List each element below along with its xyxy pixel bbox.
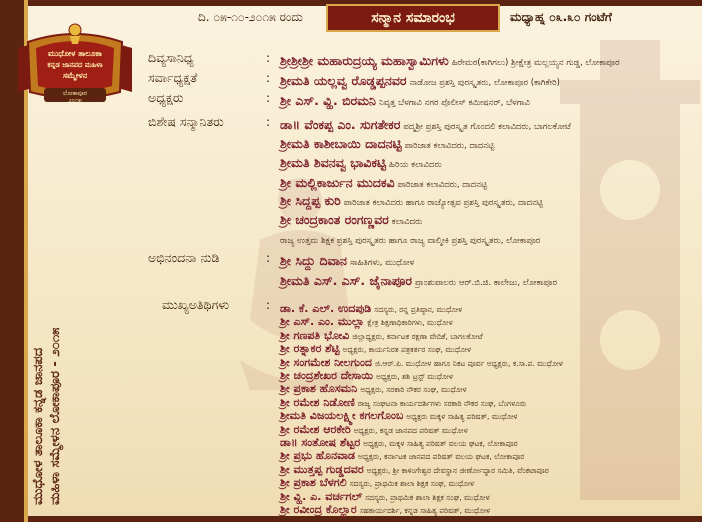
program-row xyxy=(0,485,702,503)
role-colon: : xyxy=(266,297,271,312)
honoree-entry xyxy=(280,209,422,228)
program-row xyxy=(0,70,702,88)
honoree-description: ಅಧ್ಯಕ್ಷರು ಮಕ್ಕಳ ಸಾಹಿತ್ಯ ಪರಿಷತ್, ಮುಧೋಳ xyxy=(406,412,518,422)
page-title-text: ಸನ್ಮಾನ ಸಮಾರಂಭ xyxy=(371,10,455,26)
role-label: ಬಿಶೇಷ ಸನ್ಮಾನಿತರು xyxy=(148,114,224,129)
honoree-name: ಶ್ರೀ ಮುತ್ತಪ್ಪ ಗುಡ್ಡದವರ xyxy=(280,462,364,476)
honoree-description: ಜಿ.ಆರ್.ಪಿ. ಮುಧೋಳ ಹಾಗೂ ನಿಕಟ ಪೂರ್ವ ಅಧ್ಯಕ್ಷರು, ಕ.ಸಾ.ಪ. ಮುಧೋಳ xyxy=(374,358,563,368)
honoree-description: ಸದಸ್ಯರು, ಪ್ರಾಥಮಿಕ ಶಾಲಾ ಶಿಕ್ಷಕ ಸಂಘ, ಮುಧೋಳ xyxy=(365,492,490,502)
program-row xyxy=(0,50,702,68)
program-row xyxy=(0,270,702,288)
role-colon: : xyxy=(266,250,271,265)
honoree-name: ಶ್ರೀ ಸಂಗಮೇಶ ನೀಲಗುಂದ xyxy=(280,355,372,369)
honoree-description: ಅಧ್ಯಕ್ಷರು, ಮಕ್ಕಳ ಸಾಹಿತ್ಯ ಪರಿಷತ್ ವಲಯ ಘಟಕ, ಲೋಕಾಪೂರ xyxy=(363,439,518,448)
honoree-description: ಅಧ್ಯಕ್ಷರು, ಕನ್ನಡ ಜಾನಪದ ಪರಿಷತ್ ಮುಧೋಳ xyxy=(353,425,468,435)
honoree-name: ಶ್ರೀಮತಿ ವಿಜಯಲಕ್ಷ್ಮೀ ಕಗಲಗೊಂಬ xyxy=(280,409,404,423)
logo-line5: ೨೦೧೫ xyxy=(68,97,82,104)
honoree-name: ಶ್ರೀ ಪ್ರಕಾಶ ಬೆಳಗಲಿ xyxy=(280,476,347,490)
honoree-name: ಶ್ರೀಮತಿ ಕಾಶೀಬಾಯಿ ದಾದನಟ್ಟಿ xyxy=(280,136,402,151)
honoree-description: ಅಧ್ಯಕ್ಷರು, ಕರ್ನಾಟಕ ಜಾನಪದ ಪರಿಷತ್ ವಲಯ ಘಟಕ, ಲೋಕಾಪೂರ xyxy=(358,452,525,462)
logo-line3: ಸಮ್ಮೇಳನ xyxy=(62,71,88,80)
role-label: ಸರ್ವಾಧ್ಯಕ್ಷತೆ xyxy=(148,70,198,85)
honoree-entry xyxy=(280,70,560,89)
event-date: ದಿ. ೦೫-೧೦-೨೦೧೫ ರಂದು xyxy=(198,10,303,24)
page-title xyxy=(326,4,500,32)
honoree-name: ಡಾ. ಕೆ. ಎಲ್. ಉದಪುಡಿ xyxy=(280,302,372,315)
honoree-entry xyxy=(280,50,620,69)
program-row xyxy=(0,337,702,356)
honoree-name: ಶ್ರೀಮತಿ ಯಲ್ಲವ್ವ ರೊಡ್ಡಪ್ಪನವರ xyxy=(280,73,407,88)
honoree-description: ಪದ್ಮಶ್ರೀ ಪ್ರಶಸ್ತಿ ಪುರಸ್ಕೃತ ಗೊಂದಲಿ ಕಲಾವಿದರು, ಬಾಗಲಕೋಟೆ xyxy=(403,122,571,132)
program-row xyxy=(0,152,702,170)
honoree-entry xyxy=(280,228,540,247)
honoree-name: ಶ್ರೀ ಗಣಪತಿ ಭೋವಿ xyxy=(280,328,350,342)
honoree-description: ನಿವೃತ್ತ ಬೆಳಗಾವಿ ನಗರ ಪೊಲೀಸ್ ಕಮೀಷನರ್, ಬೆಳಗಾವಿ xyxy=(378,98,530,108)
honoree-description: ಪಾರಿಜಾತ ಕಲಾವಿದರು, ದಾದನಟ್ಟಿ xyxy=(404,141,495,151)
program-row xyxy=(0,228,702,246)
role-colon: : xyxy=(266,114,271,129)
program-row xyxy=(0,310,702,329)
honoree-description: ನಾಡೋಜ ಪ್ರಶಸ್ತಿ ಪುರಸ್ಕೃತರು, ಲೋಕಾಪೂರ (ಕಾಗಿಕೇರಿ) xyxy=(409,78,560,88)
program-row xyxy=(0,391,702,409)
event-time: ಮಧ್ಯಾಹ್ನ ೦೩.೩೦ ಗಂಟೆಗೆ xyxy=(510,10,612,24)
honoree-name: ಶ್ರೀಶ್ರೀಶ್ರೀ ಮಹಾರುದ್ರಯ್ಯ ಮಹಾಸ್ವಾಮಿಗಳು xyxy=(280,53,449,68)
program-row xyxy=(0,471,702,490)
sidebar-line2: ಮಹಿಳಾ ಸಮ್ಮೇಳನ ಲೋಕಾಪೂರ - ೨೦೧೫ xyxy=(48,327,63,505)
program-row xyxy=(0,351,702,369)
program-row xyxy=(0,418,702,436)
honoree-name: ಶ್ರೀ ಎಸ್. ಎಂ. ಮುಲ್ಲಾ xyxy=(280,315,365,329)
honoree-entry xyxy=(280,250,414,269)
honoree-description: ಸದಸ್ಯರು, ರನ್ನ ಪ್ರತಿಷ್ಠಾನ, ಮುಧೋಳ xyxy=(374,305,463,314)
program-row xyxy=(0,209,702,227)
honoree-name: ಡಾ॥ ವೆಂಕಪ್ಪ ಎಂ. ಸುಗತೇಕರ xyxy=(280,117,401,132)
honoree-name: ಶ್ರೀ ಮಲ್ಲಿಕಾರ್ಜುನ ಮುದಕವಿ xyxy=(280,175,395,190)
program-row xyxy=(0,297,702,315)
sidebar-line1: ಮುಧೋಳ ತಾಲೂಕಾ ಕನ್ನಡ ಜಾನಪದ xyxy=(31,347,46,505)
honoree-description: ಅಧ್ಯಕ್ಷರು, ಶ್ರೀ ಕಾಳಿಂಗೇಶ್ವರ ದೇವಸ್ಥಾನ ಜೀರ್ಣೋದ್ಧಾರ ಸಮಿತಿ, ವೆಂಕಟಾಪೂರ xyxy=(366,465,549,475)
honoree-name: ಶ್ರೀ ಚಂದ್ರಕಾಂತ ರಂಗಣ್ಣವರ xyxy=(280,212,389,227)
honoree-name: ಶ್ರೀಮತಿ ಎಸ್. ಎಸ್. ಜೈನಾಪೂರ xyxy=(280,273,412,288)
honoree-description: ಹಿರೇಮಠ(ಕಾಗಿಗಲು) ಶ್ರೀಕ್ಷೇತ್ರ ಮಲ್ಲಯ್ಯನ ಗುಡ್ಡ, ಲೋಕಾಪೂರ xyxy=(451,58,620,68)
program-row xyxy=(0,324,702,342)
honoree-entry xyxy=(280,270,557,289)
honoree-entry xyxy=(280,114,571,133)
honoree-description: ಪ್ರಾಂಶುಪಾಲರು ಆರ್.ಬಿ.ಜಿ. ಕಾಲೇಜು, ಲೋಕಾಪೂರ xyxy=(414,278,557,288)
program-row xyxy=(0,133,702,151)
logo-line4: ಲೋಕಾಪೂರ xyxy=(62,90,88,97)
honoree-description: ಹಿರಿಯ ಕಲಾವಿದರು xyxy=(389,160,442,170)
honoree-name: ಡಾ॥ ಸಂತೋಷ ಶೆಟ್ಟರ xyxy=(280,436,361,449)
honoree-name: ಶ್ರೀ ವ್ಹಿ. ಎ. ವರ್ಚಗಲ್ xyxy=(280,489,363,503)
program-row xyxy=(0,404,702,423)
role-colon: : xyxy=(266,90,271,105)
honoree-description: ಜಿಲ್ಲಾಧ್ಯಕ್ಷರು, ಕರ್ನಾಟಕ ರಕ್ಷಣಾ ವೇದಿಕೆ, ಬಾಗಲಕೋಟೆ xyxy=(352,331,483,341)
honoree-name: ಶ್ರೀಮತಿ ಶಿವನವ್ವ ಭಾವಿಕಟ್ಟಿ xyxy=(280,155,387,170)
honoree-description: ಪಾರಿಜಾತ ಕಲಾವಿದರು, ದಾದನಟ್ಟಿ xyxy=(397,180,488,190)
honoree-name: ಶ್ರೀ ಪ್ರಕಾಶ ಹೊಸಮನಿ xyxy=(280,382,358,396)
honoree-name: ಶ್ರೀ ರತ್ನಾಕರ ಶೆಟ್ಟಿ xyxy=(280,342,340,356)
honoree-description: ರಾಜ್ಯ ಉತ್ತಮ ಶಿಕ್ಷಕ ಪ್ರಶಸ್ತಿ ಪುರಸ್ಕೃತರು ಹಾಗೂ ರಾಜ್ಯ ವಾಲ್ಮೀಕಿ ಪ್ರಶಸ್ತಿ ಪುರಸ್ಕೃತರು, ಲೋಕಾಪೂರ xyxy=(280,236,541,246)
honoree-entry xyxy=(280,90,530,109)
program-row xyxy=(0,498,702,516)
honoree-description: ಅಧ್ಯಕ್ಷರು, ಶಶಿ ಟ್ರಸ್ಟ್ ಮುಧೋಳ xyxy=(376,372,453,381)
program-row xyxy=(0,114,702,132)
honoree-name: ಶ್ರೀ ಸಿದ್ದಪ್ಪ ಕುರಿ xyxy=(280,193,341,208)
program-row xyxy=(0,431,702,449)
role-label: ಅಭಿನಂದನಾ ನುಡಿ xyxy=(148,250,220,265)
program-row xyxy=(0,458,702,476)
honoree-description: ಸಾಹಿತಿಗಳು, ಮುಧೋಳ xyxy=(350,258,415,268)
honoree-description: ರಾಜ್ಯ ಸಂಘಟನಾ ಕಾರ್ಯದರ್ಶಿಗಳು ಸರಕಾರಿ ನೌಕರ ಸಂಘ, ಬೆಂಗಳೂರು xyxy=(357,398,527,408)
role-colon: : xyxy=(266,70,271,85)
program-row xyxy=(0,90,702,108)
logo-line1: ಮುಧೋಳ ತಾಲೂಕಾ xyxy=(48,49,102,58)
honoree-entry xyxy=(280,152,442,171)
honoree-entry xyxy=(280,172,487,191)
honoree-description: ಸದಸ್ಯರು, ಪ್ರಾಥಮಿಕ ಶಾಲಾ ಶಿಕ್ಷಕ ಸಂಘ, ಮುಧೋಳ xyxy=(349,479,475,489)
honoree-name: ಶ್ರೀ ಸಿದ್ದು ದಿವಾನ xyxy=(280,253,347,268)
role-label: ಅಧ್ಯಕ್ಷರು xyxy=(148,90,184,105)
honoree-entry xyxy=(280,498,490,517)
honoree-description: ಪಾರಿಜಾತ ಕಲಾವಿದರು ಹಾಗೂ ರಾಜ್ಯೋತ್ಸವ ಪ್ರಶಸ್ತಿ ಪುರಸ್ಕೃತರು, ದಾದನಟ್ಟಿ xyxy=(343,198,543,208)
honoree-description: ಕ್ಷೇತ್ರ ಶಿಕ್ಷಣಾಧಿಕಾರಿಗಳು, ಮುಧೋಳ xyxy=(367,318,453,328)
program-row xyxy=(0,190,702,208)
honoree-description: ಅಧ್ಯಕ್ಷರು, ಕಾರ್ಯನಿರತ ಪತ್ರಕರ್ತರ ಸಂಘ, ಮುಧೋಳ xyxy=(342,345,472,355)
role-colon: : xyxy=(266,50,271,65)
honoree-name: ಶ್ರೀ ಎಸ್. ವ್ಹಿ. ಬಿರಮನಿ xyxy=(280,93,376,108)
honoree-entry xyxy=(280,133,494,152)
honoree-description: ಅಧ್ಯಕ್ಷರು, ಸರಕಾರಿ ನೌಕರ ಸಂಘ, ಮುಧೋಳ xyxy=(360,385,467,395)
role-label: ದಿವ್ಯಸಾನಿಧ್ಯ xyxy=(148,50,194,65)
program-row xyxy=(0,250,702,268)
program-row xyxy=(0,377,702,396)
honoree-name: ಶ್ರೀ ಪ್ರಭು ಹೊನವಾಡ xyxy=(280,449,356,463)
honoree-name: ಶ್ರೀ ರಮೇಶ ನಿಡೋಣಿ xyxy=(280,395,355,409)
honoree-entry xyxy=(280,190,543,209)
logo-line2: ಕನ್ನಡ ಜಾನಪದ ಮಹಿಳಾ xyxy=(47,61,103,69)
role-label: ಮುಖ್ಯಅತಿಥಿಗಳು xyxy=(162,297,230,312)
honoree-description: ಸಹಕಾರ್ಯದರ್ಶಿ, ಕನ್ನಡ ಸಾಹಿತ್ಯ ಪರಿಷತ್, ಮುಧೋಳ xyxy=(359,506,491,515)
program-row xyxy=(0,444,702,463)
honoree-name: ಶ್ರೀ ಚಂದ್ರಶೇಖರ ದೇಸಾಯಿ xyxy=(280,369,374,382)
program-row xyxy=(0,172,702,190)
honoree-name: ಶ್ರೀ ರಮೇಶ ಆರಕೇರಿ xyxy=(280,422,351,436)
honoree-description: ಕಲಾವಿದರು xyxy=(391,217,423,227)
honoree-name: ಶ್ರೀ ರವೀಂದ್ರ ಕೊಲ್ಹಾರ xyxy=(280,503,357,516)
program-row xyxy=(0,364,702,382)
